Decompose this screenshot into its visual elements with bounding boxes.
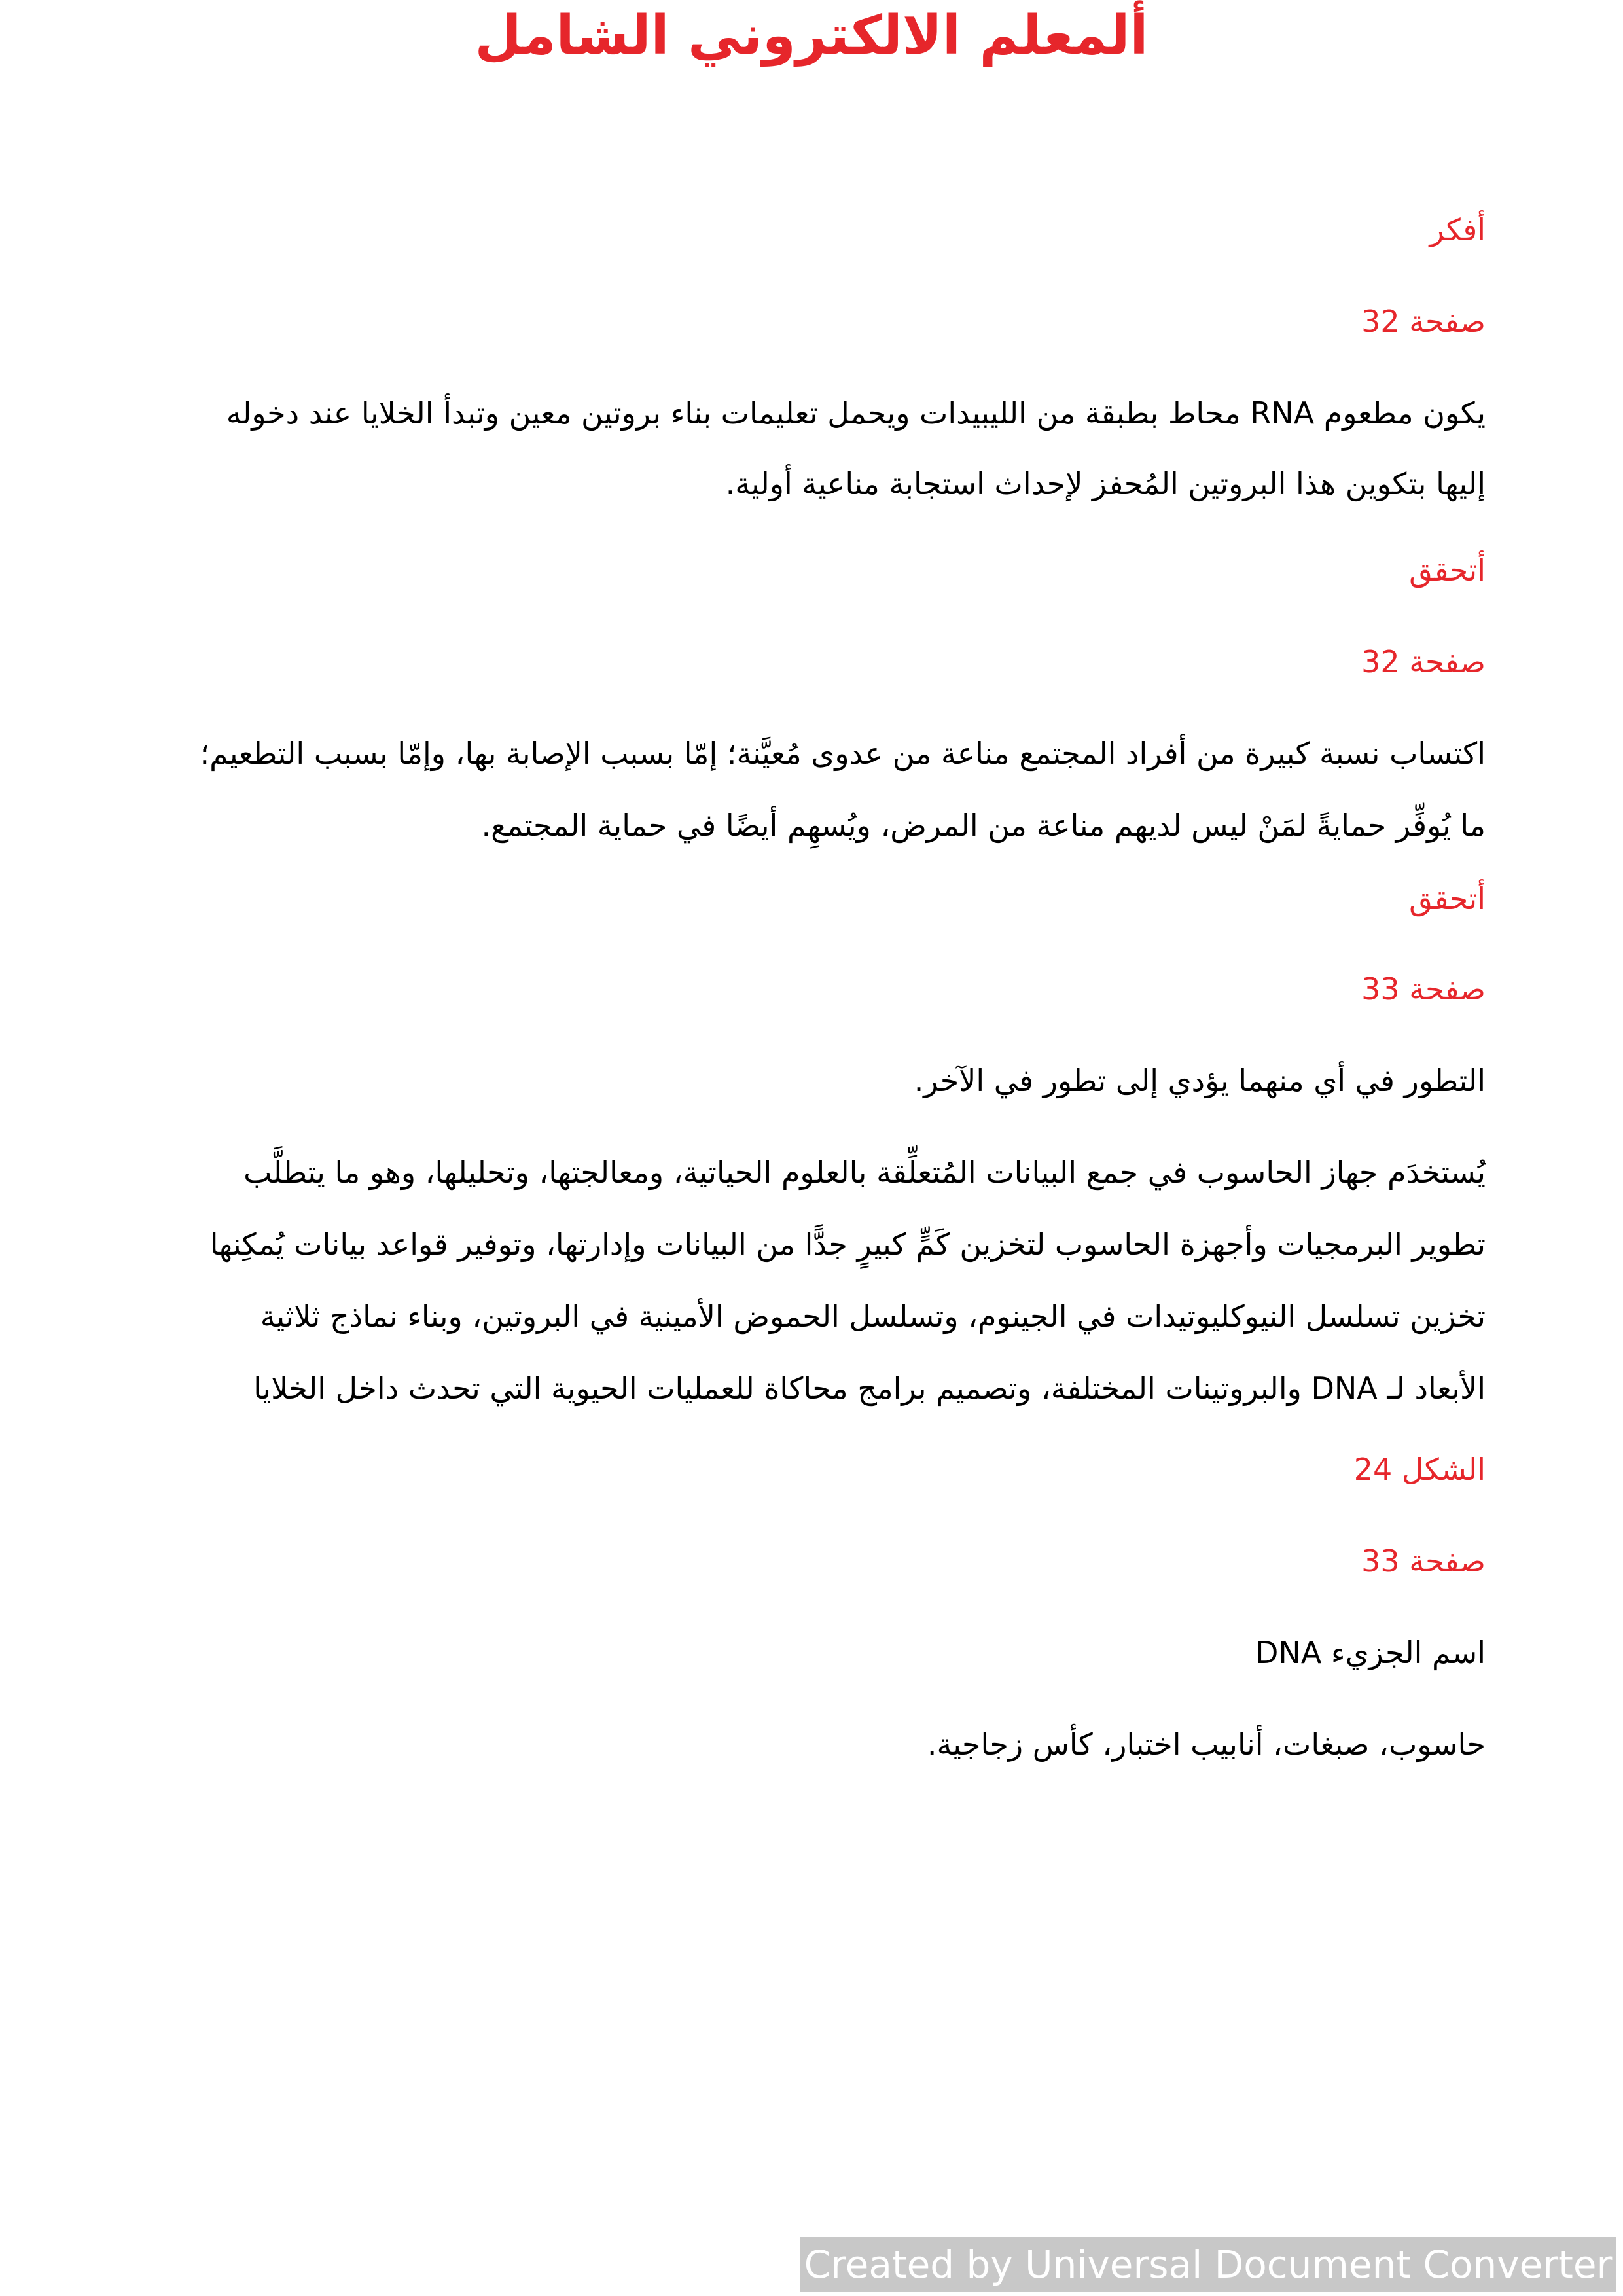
paragraph-line: إليها بتكوين هذا البروتين المُحفز لإحداث استجابة مناعية أولية. [725,466,1486,501]
paragraph-line: اسم الجزيء DNA [1255,1635,1486,1670]
page-reference: صفحة 32 [1361,644,1486,679]
paragraph-line: تخزين تسلسل النيوكليوتيدات في الجينوم، وتسلسل الحموض الأمينية في البروتين، وبناء نماذج ثلاثية [260,1299,1486,1334]
paragraph-line: التطور في أي منهما يؤدي إلى تطور في الآخر. [914,1063,1486,1098]
section-heading-think: أفكر [1429,212,1486,247]
paragraph-line: تطوير البرمجيات وأجهزة الحاسوب لتخزين كَمٍّ كبيرٍ جدًّا من البيانات وإدارتها، وتوفير قواعد بيانات يُمكِنها [209,1227,1486,1262]
page-reference: صفحة 32 [1361,304,1486,339]
page-reference: صفحة 33 [1361,1543,1486,1579]
section-heading-verify: أتحقق [1409,881,1486,916]
paragraph-line: اكتساب نسبة كبيرة من أفراد المجتمع مناعة من عدوى مُعيَّنة؛ إمّا بسبب الإصابة بها، وإمّا بسبب التطعيم؛ [200,736,1486,771]
page-title: ألمعلم الالكتروني الشامل [474,5,1149,67]
watermark: Created by Universal Document Converter [800,2237,1616,2292]
paragraph-line: حاسوب، صبغات، أنابيب اختبار، كأس زجاجية. [927,1727,1486,1762]
paragraph-line: يُستخدَم جهاز الحاسوب في جمع البيانات المُتعلِّقة بالعلوم الحياتية، ومعالجتها، وتحليلها، وهو ما يتطلَّب [243,1155,1486,1190]
paragraph-line: ما يُوفِّر حمايةً لمَنْ ليس لديهم مناعة من المرض، ويُسهِم أيضًا في حماية المجتمع. [481,808,1486,843]
paragraph-line: الأبعاد لـ DNA والبروتينات المختلفة، وتصميم برامج محاكاة للعمليات الحيوية التي تحدث داخل الخلايا [253,1371,1486,1406]
figure-reference: الشكل 24 [1353,1452,1486,1487]
page-reference: صفحة 33 [1361,971,1486,1007]
section-heading-verify: أتحقق [1409,552,1486,588]
paragraph-line: يكون مطعوم RNA محاط بطبقة من الليبيدات ويحمل تعليمات بناء بروتين معين وتبدأ الخلايا عند دخوله [226,395,1486,431]
